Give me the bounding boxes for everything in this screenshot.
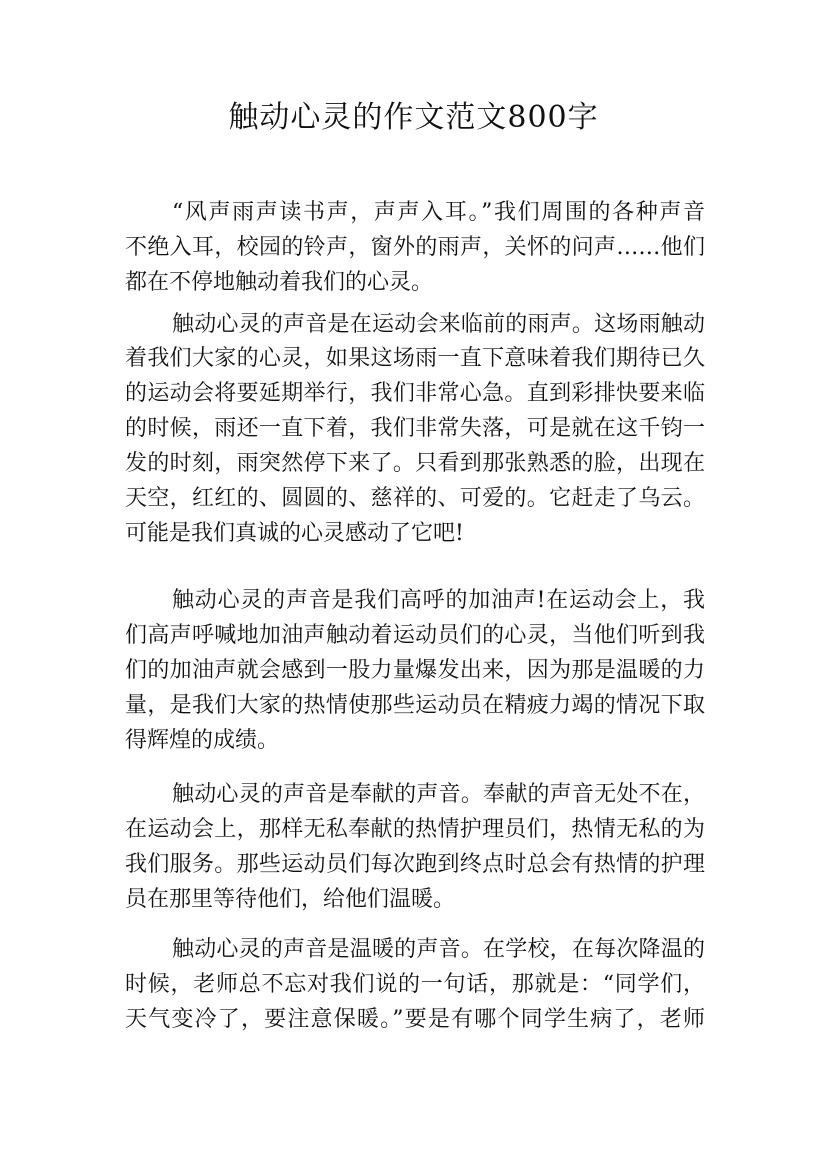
paragraph-3-line-4: 量，是我们大家的热情使那些运动员在精疲力竭的情况下取 bbox=[125, 693, 705, 718]
paragraph-5-line-3: 天气变冷了，要注意保暖。”要是有哪个同学生病了，老师 bbox=[125, 1007, 705, 1032]
paragraph-1-line-1: “风声雨声读书声，声声入耳。”我们周围的各种声音 bbox=[172, 200, 705, 225]
paragraph-5-line-1: 触动心灵的声音是温暖的声音。在学校，在每次降温的 bbox=[172, 937, 705, 962]
paragraph-2-line-4: 的时候，雨还一直下着，我们非常失落，可是就在这千钧一 bbox=[125, 416, 705, 441]
paragraph-2-line-1: 触动心灵的声音是在运动会来临前的雨声。这场雨触动 bbox=[172, 312, 705, 337]
paragraph-2-line-7: 可能是我们真诚的心灵感动了它吧! bbox=[125, 521, 464, 546]
paragraph-2-line-2: 着我们大家的心灵，如果这场雨一直下意味着我们期待已久 bbox=[125, 346, 705, 371]
paragraph-3-line-5: 得辉煌的成绩。 bbox=[125, 728, 280, 753]
paragraph-5-line-2: 时候，老师总不忘对我们说的一句话，那就是：“同学们， bbox=[125, 972, 705, 997]
paragraph-2-line-3: 的运动会将要延期举行，我们非常心急。直到彩排快要来临 bbox=[125, 381, 705, 406]
paragraph-4-line-3: 我们服务。那些运动员们每次跑到终点时总会有热情的护理 bbox=[125, 852, 705, 877]
paragraph-1-line-2: 不绝入耳，校园的铃声，窗外的雨声，关怀的问声……他们 bbox=[125, 235, 705, 260]
paragraph-4-line-2: 在运动会上，那样无私奉献的热情护理员们，热情无私的为 bbox=[125, 817, 705, 842]
paragraph-3-line-2: 们高声呼喊地加油声触动着运动员们的心灵，当他们听到我 bbox=[125, 623, 705, 648]
paragraph-2-line-6: 天空，红红的、圆圆的、慈祥的、可爱的。它赶走了乌云。 bbox=[125, 486, 705, 511]
paragraph-4-line-1: 触动心灵的声音是奉献的声音。奉献的声音无处不在， bbox=[172, 782, 705, 807]
paragraph-4-line-4: 员在那里等待他们，给他们温暖。 bbox=[125, 887, 456, 912]
paragraph-3-line-1: 触动心灵的声音是我们高呼的加油声!在运动会上，我 bbox=[172, 588, 705, 613]
paragraph-3-line-3: 们的加油声就会感到一股力量爆发出来，因为那是温暖的力 bbox=[125, 658, 705, 683]
paragraph-2-line-5: 发的时刻，雨突然停下来了。只看到那张熟悉的脸，出现在 bbox=[125, 451, 705, 476]
paragraph-1-line-3: 都在不停地触动着我们的心灵。 bbox=[125, 270, 434, 295]
document-title: 触动心灵的作文范文800字 bbox=[228, 100, 599, 135]
